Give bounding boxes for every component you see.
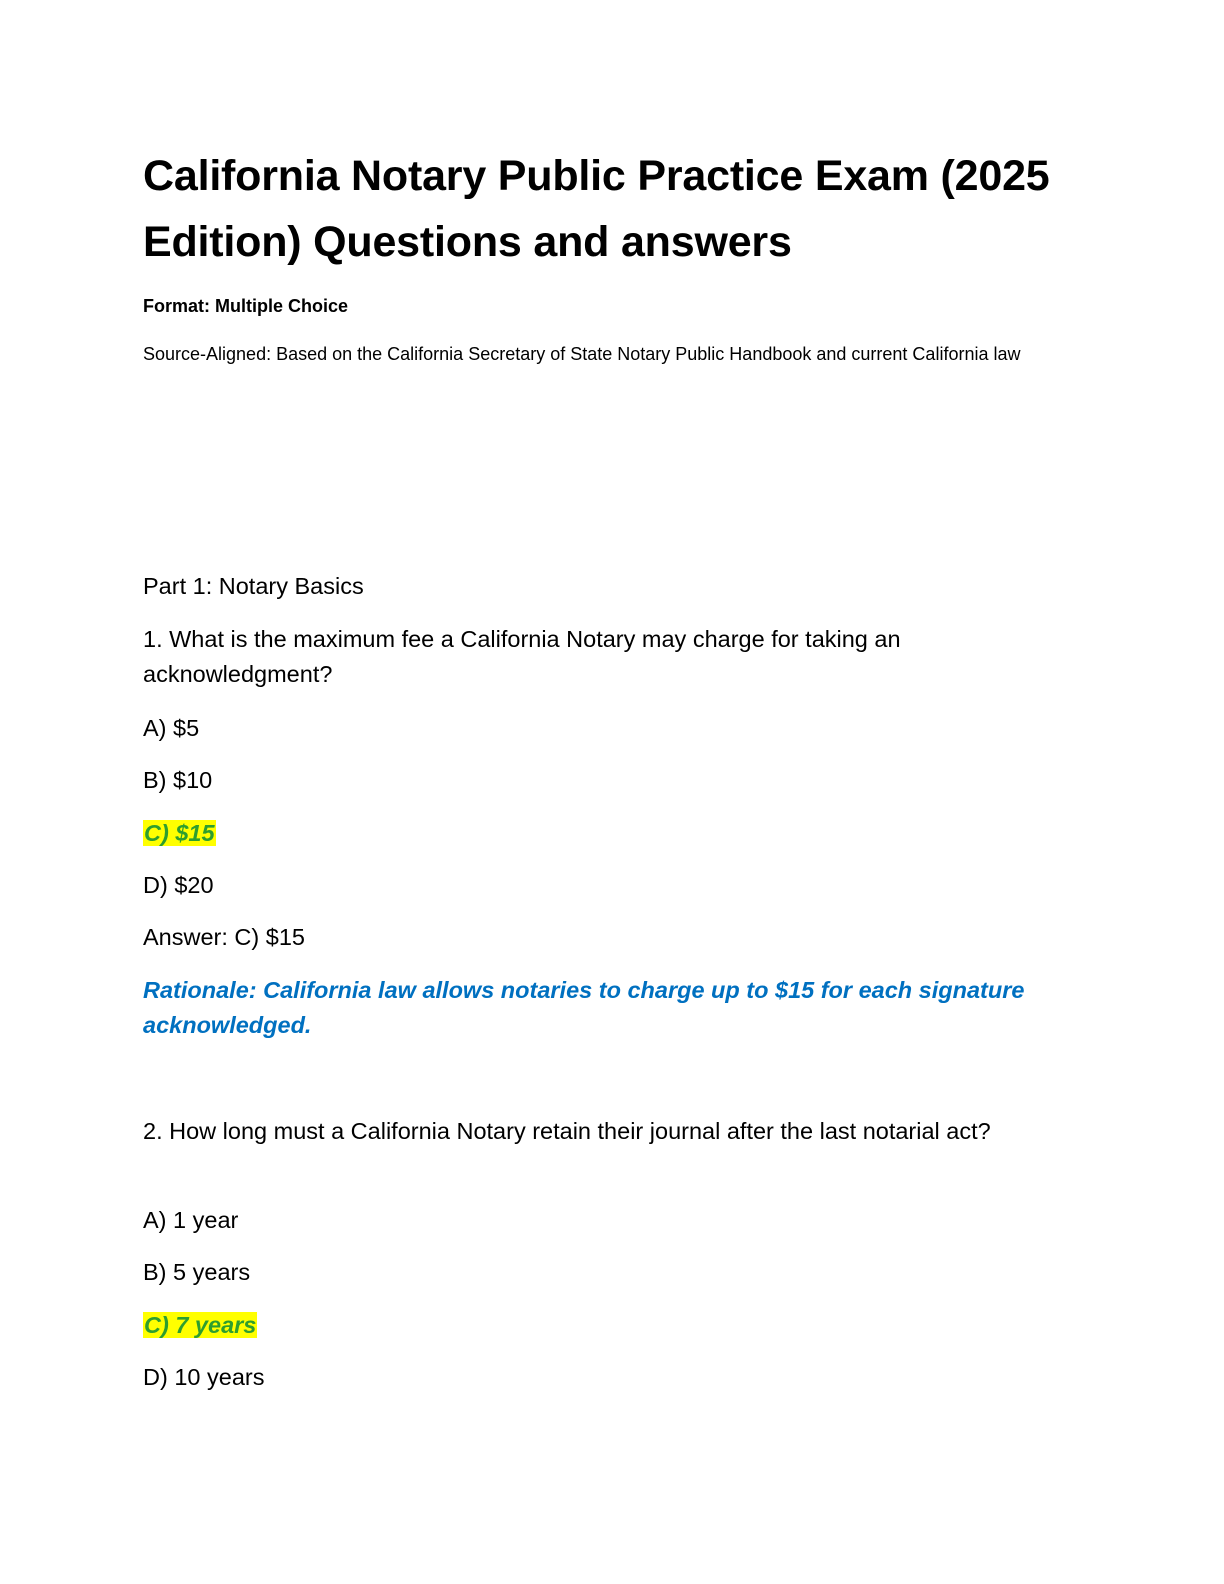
- question-2-option-c: [143, 1308, 257, 1343]
- question-2-option-d: D) 10 years: [143, 1364, 265, 1390]
- question-1-option-a: A) $5: [143, 715, 200, 741]
- question-1-answer: Answer: C) $15: [143, 924, 305, 950]
- question-2-option-b: B) 5 years: [143, 1259, 251, 1285]
- part-heading: Part 1: Notary Basics: [143, 573, 364, 599]
- correct-answer-highlight: C) $15: [144, 820, 215, 846]
- source-line: Source-Aligned: Based on the California Secretary of State Notary Public Handbook and current California law: [143, 344, 1021, 364]
- question-1-option-d: D) $20: [143, 872, 214, 898]
- document-title: California Notary Public Practice Exam (2025 Edition) Questions and answers: [143, 152, 1050, 266]
- question-1-prompt: 1. What is the maximum fee a California Notary may charge for taking an acknowledgment?: [143, 626, 901, 687]
- question-1-rationale: Rationale: California law allows notaries to charge up to $15 for each signature acknowledged.: [143, 977, 1025, 1038]
- format-line: Format: Multiple Choice: [143, 296, 349, 316]
- question-1-option-c: [143, 816, 216, 851]
- correct-answer-highlight: C) 7 years: [144, 1312, 257, 1338]
- question-2-prompt: 2. How long must a California Notary retain their journal after the last notarial act?: [143, 1118, 991, 1144]
- question-1-option-b: B) $10: [143, 767, 213, 793]
- question-2-option-a: A) 1 year: [143, 1207, 239, 1233]
